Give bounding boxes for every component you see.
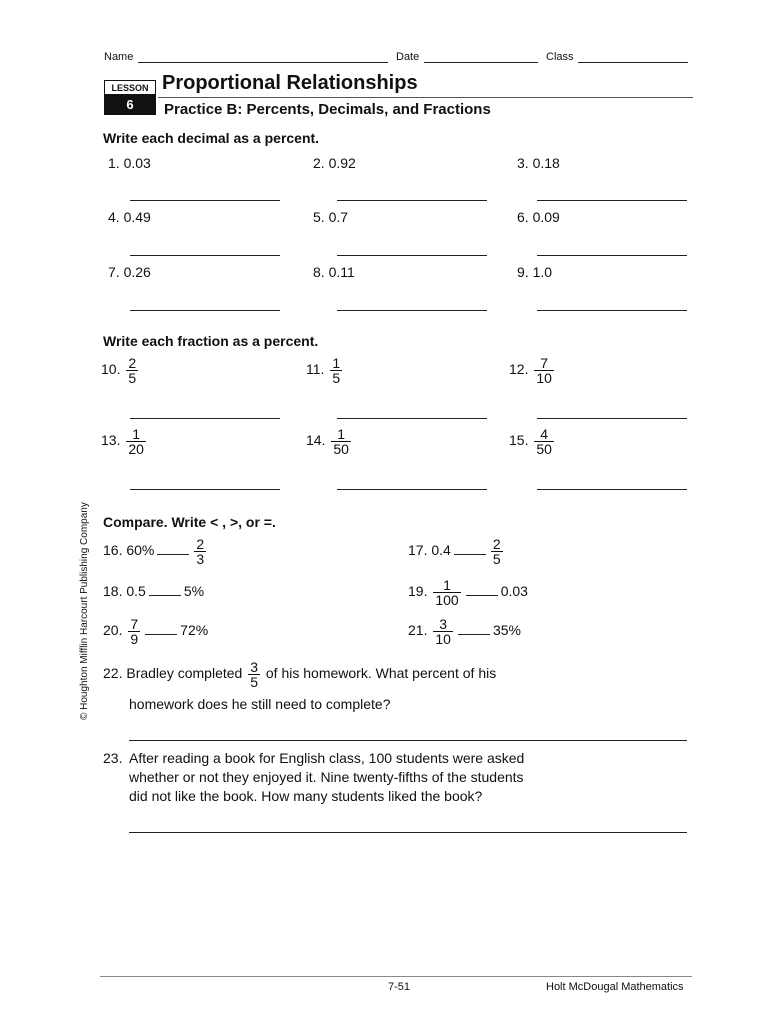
answer-line-8[interactable] (337, 310, 487, 311)
title-divider (158, 97, 693, 98)
page-subtitle: Practice B: Percents, Decimals, and Fractions (164, 101, 491, 118)
question-5: 5. 0.7 (313, 209, 349, 225)
question-3: 3. 0.18 (517, 155, 560, 171)
question-1: 1. 0.03 (108, 155, 151, 171)
answer-line-23[interactable] (129, 832, 687, 833)
answer-line-5[interactable] (337, 255, 487, 256)
question-12: 12. $\frac{7}{10}$ (509, 355, 552, 386)
question-2: 2. 0.92 (313, 155, 356, 171)
question-18: 18. 0.5 5% (103, 583, 205, 599)
question-11: 11. $\frac{1}{5}$ (306, 355, 341, 386)
answer-line-3[interactable] (537, 200, 687, 201)
lesson-label: LESSON (104, 80, 156, 95)
answer-line-2[interactable] (337, 200, 487, 201)
question-15: 15. $\frac{4}{50}$ (509, 426, 552, 457)
answer-line-13[interactable] (130, 489, 280, 490)
answer-blank-21[interactable] (458, 622, 490, 635)
answer-blank-16[interactable] (157, 542, 189, 555)
question-6: 6. 0.09 (517, 209, 560, 225)
answer-line-6[interactable] (537, 255, 687, 256)
answer-blank-17[interactable] (454, 542, 486, 555)
section1-heading: Write each decimal as a percent. (103, 130, 320, 146)
date-label: Date (396, 51, 420, 63)
section2-heading: Write each fraction as a percent. (103, 333, 319, 349)
question-10: 10. $\frac{2}{5}$ (101, 355, 137, 386)
name-label: Name (104, 51, 134, 63)
question-23-line3: did not like the book. How many students liked the book? (129, 788, 483, 804)
question-22: 22. Bradley completed $\frac{3}{5}$ of his homework. What percent of his (103, 659, 497, 690)
lesson-number: 6 (104, 95, 156, 115)
answer-line-15[interactable] (537, 489, 687, 490)
question-20: 20. $\frac{7}{9}$ 72% (103, 616, 209, 647)
question-23-line1: After reading a book for English class, 100 students were asked (129, 750, 525, 766)
question-14: 14. $\frac{1}{50}$ (306, 426, 349, 457)
answer-line-10[interactable] (130, 418, 280, 419)
page-number: 7-51 (388, 981, 411, 993)
section3-heading: Compare. Write < , >, or =. (103, 514, 276, 530)
question-16: 16. 60% $\frac{2}{3}$ (103, 536, 205, 567)
question-22-line2: homework does he still need to complete? (129, 696, 391, 712)
question-4: 4. 0.49 (108, 209, 151, 225)
question-23-num: 23. (103, 750, 123, 766)
date-field[interactable] (424, 62, 538, 63)
question-19: 19. $\frac{1}{100}$ 0.03 (408, 577, 528, 608)
answer-line-4[interactable] (130, 255, 280, 256)
answer-blank-19[interactable] (466, 583, 498, 596)
class-field[interactable] (578, 62, 688, 63)
question-23-line2: whether or not they enjoyed it. Nine twenty-fifths of the students (129, 769, 524, 785)
answer-line-22[interactable] (129, 740, 687, 741)
name-field[interactable] (138, 62, 388, 63)
answer-blank-18[interactable] (149, 583, 181, 596)
answer-line-12[interactable] (537, 418, 687, 419)
question-8: 8. 0.11 (313, 264, 355, 280)
question-13: 13. $\frac{1}{20}$ (101, 426, 144, 457)
answer-line-14[interactable] (337, 489, 487, 490)
copyright-sidebar: © Houghton Mifflin Harcourt Publishing Company (79, 502, 90, 720)
answer-blank-20[interactable] (145, 622, 177, 635)
class-label: Class (546, 51, 574, 63)
footer-divider (100, 976, 692, 977)
question-9: 9. 1.0 (517, 264, 553, 280)
question-21: 21. $\frac{3}{10}$ 35% (408, 616, 521, 647)
question-7: 7. 0.26 (108, 264, 151, 280)
lesson-badge (104, 80, 156, 115)
answer-line-11[interactable] (337, 418, 487, 419)
page-title: Proportional Relationships (162, 72, 418, 94)
answer-line-9[interactable] (537, 310, 687, 311)
question-17: 17. 0.4 $\frac{2}{5}$ (408, 536, 501, 567)
answer-line-7[interactable] (130, 310, 280, 311)
answer-line-1[interactable] (130, 200, 280, 201)
publisher-credit: Holt McDougal Mathematics (546, 981, 684, 993)
